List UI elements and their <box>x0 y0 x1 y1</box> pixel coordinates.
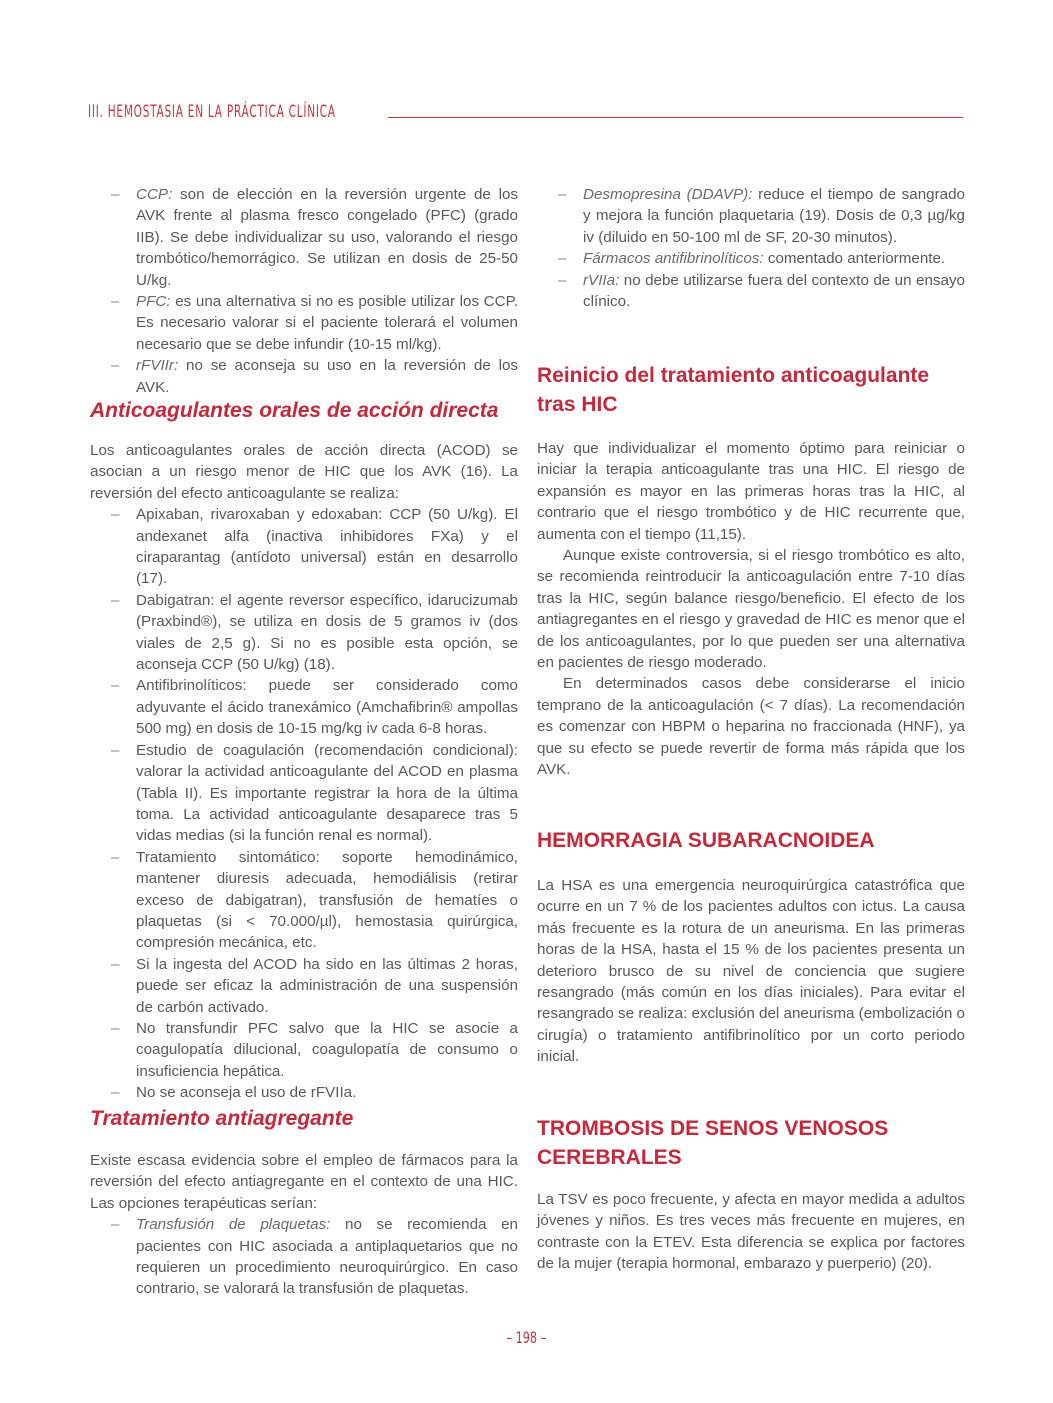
page-number: – 198 – <box>506 1328 547 1347</box>
paragraph: La HSA es una emergencia neuroquirúrgica catastrófica que ocurre en un 7 % de los pacientes adultos con ictus. La causa más frecuente es la rotura de un aneurisma. En las primeras horas de la HSA, hasta el 15 % de los pacientes presenta un deterioro brusco de su nivel de conciencia que sugiere resangrado (más común en los días iniciales). Para evitar el resangrado se realiza: exclusión del aneurisma (embolización o cirugía) o tratamiento antifibrinolítico por un corto periodo inicial. <box>537 877 966 1066</box>
list-item: – Fármacos antifibrinolíticos: comentado anteriormente. <box>583 248 965 269</box>
heading-acod: Anticoagulantes orales de acción directa <box>90 399 499 422</box>
list-item: – Desmopresina (DDAVP): reduce el tiempo de sangrado y mejora la función plaquetaria (19). Dosis de 0,3 µg/kg iv (diluido en 50-100 ml de SF, 20-30 minutos). <box>583 184 965 248</box>
list-item: – CCP: son de elección en la reversión urgente de los AVK frente al plasma fresco congelado (PFC) (grado IIB). Se debe individualizar su uso, valorando el riesgo trombótico/hemorrágico. Se utilizan en dosis de 25-50 U/kg. <box>136 184 518 291</box>
acod-section-body <box>90 440 518 1104</box>
section-title: III. HEMOSTASIA EN LA PRÁCTICA CLÍNICA <box>88 102 336 122</box>
paragraph: La TSV es poco frecuente, y afecta en mayor medida a adultos jóvenes y niños. Es tres veces más frecuente en mujeres, en contraste con la ETEV. Esta diferencia se explica por factores de la mujer (terapia hormonal, embarazo y puerperio) (20). <box>537 1191 965 1273</box>
hsa-section-body <box>537 875 965 1068</box>
list-item: – Dabigatran: el agente reversor específico, idarucizumab (Praxbind®), se utiliza en dosis de 5 gramos iv (dos viales de 2,5 g). Si no es posible esta opción, se aconseja CCP (50 U/kg) (18). <box>136 590 518 676</box>
list-item: – Si la ingesta del ACOD ha sido en las últimas 2 horas, puede ser eficaz la administración de una suspensión de carbón activado. <box>136 954 518 1018</box>
list-item: – Tratamiento sintomático: soporte hemodinámico, mantener diuresis adecuada, hemodiálisis (retirar exceso de dabigatran), transfusión de hematíes o plaquetas (si < 70.000/µl), hemostasia quirúrgica, compresión mecánica, etc. <box>136 847 518 954</box>
list-item: – Estudio de coagulación (recomendación condicional): valorar la actividad anticoagulante del ACOD en plasma (Tabla II). Es importante registrar la hora de la última toma. La actividad anticoagulante desaparece tras 5 vidas medias (si la función renal es normal). <box>136 740 518 847</box>
heading-reinicio: Reinicio del tratamiento anticoagulante tras HIC <box>537 364 930 416</box>
list-item: – Transfusión de plaquetas: no se recomienda en pacientes con HIC asociada a antiplaquetarios que no requieren un procedimiento neuroquirúrgico. En caso contrario, se valorará la transfusión de plaquetas. <box>136 1214 518 1300</box>
antiagregante-section-body <box>90 1150 518 1300</box>
antiagregante-intro: Existe escasa evidencia sobre el empleo de fármacos para la reversión del efecto antiagregante en el contexto de una HIC. Las opciones terapéuticas serían: <box>90 1152 518 1212</box>
tsv-section-body <box>537 1189 965 1275</box>
acod-intro: Los anticoagulantes orales de acción directa (ACOD) se asocian a un riesgo menor de HIC que los AVK (16). La reversión del efecto anticoagulante se realiza: <box>90 442 518 502</box>
header-rule <box>388 117 963 118</box>
heading-tsv: TROMBOSIS DE SENOS VENOSOS CEREBRALES <box>537 1117 889 1169</box>
list-item: – rVIIa: no debe utilizarse fuera del contexto de un ensayo clínico. <box>583 270 965 313</box>
list-item: – Apixaban, rivaroxaban y edoxaban: CCP (50 U/kg). El andexanet alfa (inactiva inhibidores FXa) y el ciraparantag (antídoto universal) están en desarrollo (17). <box>136 504 518 590</box>
reinicio-section-body <box>537 438 965 781</box>
list-item: – No transfundir PFC salvo que la HIC se asocie a coagulopatía dilucional, coagulopatía de consumo o insuficiencia hepática. <box>136 1018 518 1082</box>
antiagregante-continued-list <box>537 184 965 312</box>
list-item: – Antifibrinolíticos: puede ser considerado como adyuvante el ácido tranexámico (Amchafibrin® ampollas 500 mg) en dosis de 10-15 mg/kg iv cada 6-8 horas. <box>136 675 518 739</box>
paragraph: Aunque existe controversia, si el riesgo trombótico es alto, se recomienda reintroducir la anticoagulación entre 7-10 días tras la HIC, según balance riesgo/beneficio. El efecto de los antiagregantes en el riesgo y gravedad de HIC es menor que el de los anticoagulantes, por lo que pueden ser una alternativa en pacientes de riesgo moderado. <box>537 547 965 672</box>
running-header <box>88 98 963 122</box>
list-item: – PFC: es una alternativa si no es posible utilizar los CCP. Es necesario valorar si el paciente tolerará el volumen necesario que se debe infundir (10-15 ml/kg). <box>136 291 518 355</box>
heading-hsa: HEMORRAGIA SUBARACNOIDEA <box>537 829 875 852</box>
paragraph: En determinados casos debe considerarse el inicio temprano de la anticoagulación (< 7 días). La recomendación es comenzar con HBPM o heparina no fraccionada (HNF), ya que su efecto se puede revertir de forma más rápida que los AVK. <box>537 675 965 779</box>
heading-antiagregante: Tratamiento antiagregante <box>90 1107 354 1130</box>
list-item: – rFVIIr: no se aconseja su uso en la reversión de los AVK. <box>136 355 518 398</box>
list-item: – No se aconseja el uso de rFVIIa. <box>136 1082 518 1103</box>
avk-reversal-list <box>90 184 518 398</box>
paragraph: Hay que individualizar el momento óptimo para reiniciar o iniciar la terapia anticoagulante tras una HIC. El riesgo de expansión es mayor en las primeras horas tras la HIC, al contrario que el riesgo trombótico y de HIC recurrente que, aumenta con el tiempo (11,15). <box>537 440 965 543</box>
